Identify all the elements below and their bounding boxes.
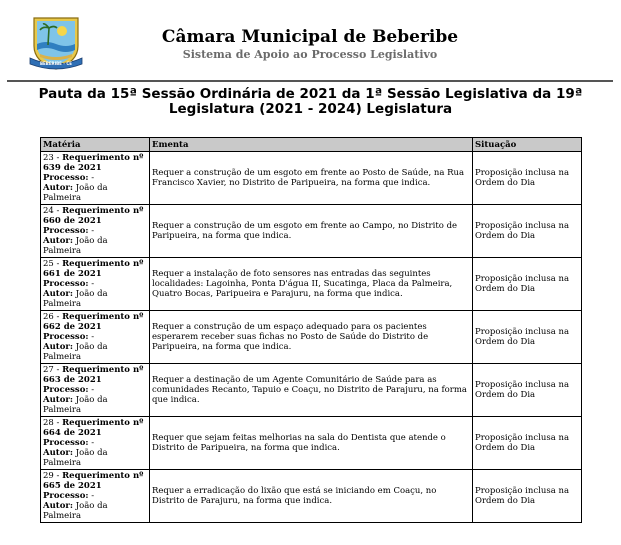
table-row [41, 417, 582, 470]
processo-value: - [88, 226, 95, 236]
processo-value: - [88, 173, 95, 183]
processo-label: Processo: [43, 491, 89, 501]
item-number: 24 - [43, 206, 63, 216]
system-subtitle: Sistema de Apoio ao Processo Legislativo [182, 48, 438, 61]
materia-cell [41, 470, 150, 523]
autor-label: Autor: [43, 342, 73, 352]
column-header-situacao: Situação [473, 138, 582, 152]
ementa-cell: Requer a erradicação do lixão que está se iniciando em Coaçu, no Distrito de Parajuru, na forma que indica. [150, 470, 473, 523]
requerimento-link[interactable]: Requerimento nº 665 de 2021 [43, 471, 144, 491]
materia-cell [41, 258, 150, 311]
autor-value: João da Palmeira [43, 289, 108, 309]
situacao-cell: Proposição inclusa na Ordem do Dia [473, 417, 582, 470]
processo-label: Processo: [43, 332, 89, 342]
materia-cell [41, 417, 150, 470]
processo-value: - [88, 385, 95, 395]
table-row [41, 152, 582, 205]
autor-label: Autor: [43, 448, 73, 458]
autor-label: Autor: [43, 236, 73, 246]
requerimento-link[interactable]: Requerimento nº 660 de 2021 [43, 206, 144, 226]
materia-cell [41, 152, 150, 205]
situacao-cell: Proposição inclusa na Ordem do Dia [473, 311, 582, 364]
requerimento-link[interactable]: Requerimento nº 639 de 2021 [43, 153, 144, 173]
item-number: 29 - [43, 471, 63, 481]
column-header-materia: Matéria [41, 138, 150, 152]
autor-value: João da Palmeira [43, 395, 108, 415]
autor-value: João da Palmeira [43, 501, 108, 521]
processo-value: - [88, 491, 95, 501]
materia-cell [41, 205, 150, 258]
agenda-table [40, 137, 582, 523]
processo-value: - [88, 279, 95, 289]
house-title: Câmara Municipal de Beberibe [161, 27, 459, 47]
requerimento-link[interactable]: Requerimento nº 664 de 2021 [43, 418, 144, 438]
ementa-cell: Requer a instalação de foto sensores nas entradas das seguintes localidades: Lagoinha, Ponta D'água II, Sucatinga, Placa da Palmeira, Quatro Bocas, Paripueira e Parajuru, na forma que indica. [150, 258, 473, 311]
processo-value: - [88, 332, 95, 342]
table-row [41, 364, 582, 417]
autor-value: João da Palmeira [43, 236, 108, 256]
autor-label: Autor: [43, 395, 73, 405]
table-row [41, 311, 582, 364]
materia-cell [41, 364, 150, 417]
situacao-cell: Proposição inclusa na Ordem do Dia [473, 258, 582, 311]
processo-label: Processo: [43, 226, 89, 236]
situacao-cell: Proposição inclusa na Ordem do Dia [473, 152, 582, 205]
processo-label: Processo: [43, 279, 89, 289]
materia-cell [41, 311, 150, 364]
ementa-cell: Requer que sejam feitas melhorias na sala do Dentista que atende o Distrito de Paripueira, na forma que indica. [150, 417, 473, 470]
item-number: 23 - [43, 153, 63, 163]
autor-label: Autor: [43, 501, 73, 511]
processo-label: Processo: [43, 173, 89, 183]
svg-text:BEBERIBE - CE: BEBERIBE - CE [39, 61, 73, 66]
item-number: 28 - [43, 418, 63, 428]
item-number: 25 - [43, 259, 63, 269]
item-number: 27 - [43, 365, 63, 375]
ementa-cell: Requer a destinação de um Agente Comunitário de Saúde para as comunidades Recanto, Tapuio e Coaçu, no Distrito de Parajuru, na forma que indica. [150, 364, 473, 417]
page-header [0, 0, 621, 80]
processo-label: Processo: [43, 385, 89, 395]
processo-label: Processo: [43, 438, 89, 448]
table-row [41, 205, 582, 258]
header-divider [7, 80, 613, 82]
autor-value: João da Palmeira [43, 448, 108, 468]
processo-value: - [88, 438, 95, 448]
requerimento-link[interactable]: Requerimento nº 663 de 2021 [43, 365, 144, 385]
ementa-cell: Requer a construção de um esgoto em frente ao Campo, no Distrito de Paripueira, na forma que indica. [150, 205, 473, 258]
requerimento-link[interactable]: Requerimento nº 662 de 2021 [43, 312, 144, 332]
column-header-ementa: Ementa [150, 138, 473, 152]
autor-label: Autor: [43, 183, 73, 193]
autor-label: Autor: [43, 289, 73, 299]
municipal-coat-of-arms-logo [28, 14, 84, 72]
agenda-title: Pauta da 15ª Sessão Ordinária de 2021 da 1ª Sessão Legislativa da 19ª Legislatura (2021 - 2024) Legislatura [38, 86, 583, 117]
table-row [41, 258, 582, 311]
table-row [41, 470, 582, 523]
table-header-row [41, 138, 582, 152]
ementa-cell: Requer a construção de um espaço adequado para os pacientes esperarem receber suas fichas no Posto de Saúde do Distrito de Paripueira, na forma que indica. [150, 311, 473, 364]
situacao-cell: Proposição inclusa na Ordem do Dia [473, 205, 582, 258]
situacao-cell: Proposição inclusa na Ordem do Dia [473, 364, 582, 417]
requerimento-link[interactable]: Requerimento nº 661 de 2021 [43, 259, 144, 279]
autor-value: João da Palmeira [43, 342, 108, 362]
situacao-cell: Proposição inclusa na Ordem do Dia [473, 470, 582, 523]
item-number: 26 - [43, 312, 63, 322]
autor-value: João da Palmeira [43, 183, 108, 203]
ementa-cell: Requer a construção de um esgoto em frente ao Posto de Saúde, na Rua Francisco Xavier, no Distrito de Paripueira, na forma que indica. [150, 152, 473, 205]
